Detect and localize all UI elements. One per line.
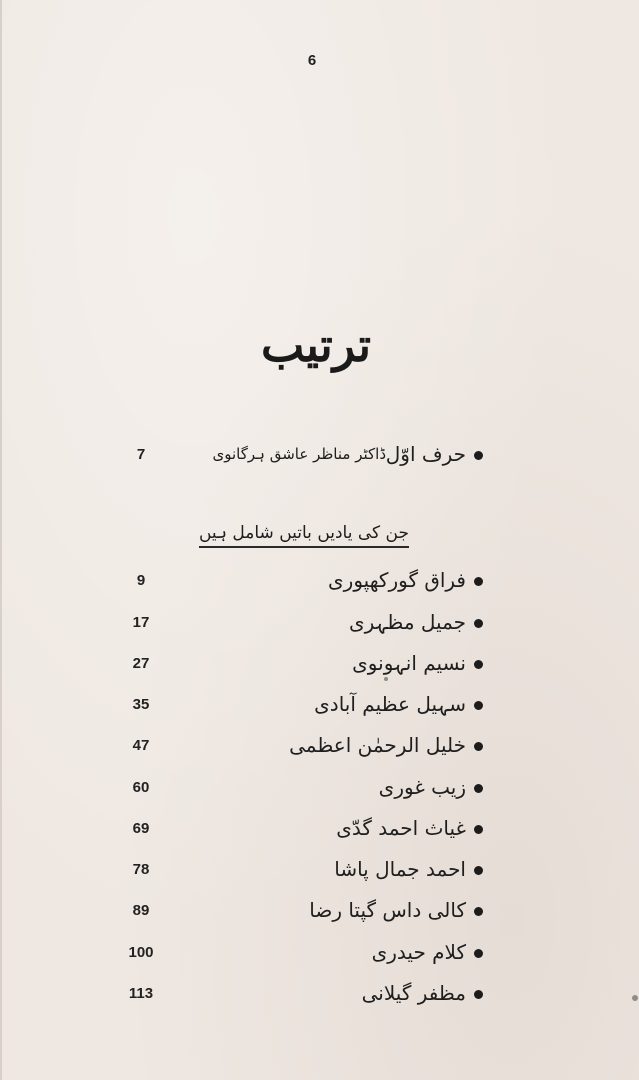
entry-name: سہیل عظیم آبادی bbox=[314, 692, 466, 716]
paper-speck bbox=[632, 995, 638, 1001]
entry-name: کلام حیدری bbox=[371, 940, 466, 964]
entry-name: کالی داس گپتا رضا bbox=[309, 898, 466, 922]
entry-page-number: 27 bbox=[132, 655, 150, 672]
entry-name: خلیل الرحمٰن اعظمی bbox=[289, 733, 466, 757]
entry-page-number: 89 bbox=[132, 902, 150, 919]
bullet-icon bbox=[474, 577, 483, 586]
toc-entry bbox=[2, 651, 639, 681]
entry-name: فراق گورکھپوری bbox=[328, 568, 466, 592]
entry-page-number: 35 bbox=[132, 696, 150, 713]
bullet-icon bbox=[474, 949, 483, 958]
preface-row bbox=[2, 442, 639, 472]
bullet-icon bbox=[474, 619, 483, 628]
entry-page-number: 78 bbox=[132, 861, 150, 878]
bullet-icon bbox=[474, 825, 483, 834]
bullet-icon bbox=[474, 742, 483, 751]
toc-entry bbox=[2, 775, 639, 805]
toc-entry bbox=[2, 692, 639, 722]
bullet-icon bbox=[474, 990, 483, 999]
entry-page-number: 69 bbox=[132, 820, 150, 837]
entry-page-number: 17 bbox=[132, 614, 150, 631]
toc-entry bbox=[2, 857, 639, 887]
toc-entry bbox=[2, 568, 639, 598]
preface-page-number: 7 bbox=[136, 446, 146, 463]
entry-name: غیاث احمد گدّی bbox=[336, 816, 466, 840]
entry-page-number: 113 bbox=[128, 985, 154, 1002]
section-heading: جن کی یادیں باتیں شامل ہیں bbox=[199, 522, 409, 548]
entry-page-number: 60 bbox=[132, 779, 150, 796]
toc-entry bbox=[2, 610, 639, 640]
bullet-icon bbox=[474, 907, 483, 916]
preface-author: ڈاکٹر مناظر عاشق ہرگانوی bbox=[212, 445, 386, 463]
entry-name: زیب غوری bbox=[378, 775, 466, 799]
toc-entry bbox=[2, 816, 639, 846]
entry-page-number: 9 bbox=[136, 572, 146, 589]
bullet-icon bbox=[474, 701, 483, 710]
bullet-icon bbox=[474, 784, 483, 793]
entry-name: جمیل مظہری bbox=[349, 610, 466, 634]
toc-entry bbox=[2, 981, 639, 1011]
entry-name: مظفر گیلانی bbox=[361, 981, 466, 1005]
toc-entry bbox=[2, 733, 639, 763]
entry-page-number: 47 bbox=[132, 737, 150, 754]
paper-speck bbox=[384, 677, 388, 681]
preface-label: حرف اوّل bbox=[385, 442, 466, 466]
bullet-icon bbox=[474, 660, 483, 669]
bullet-icon bbox=[474, 866, 483, 875]
toc-entry bbox=[2, 898, 639, 928]
entry-name: احمد جمال پاشا bbox=[334, 857, 466, 881]
contents-title: ترتیب bbox=[260, 318, 372, 372]
entry-name: نسیم انہونوی bbox=[352, 651, 466, 675]
page-number: 6 bbox=[307, 52, 317, 69]
toc-entry bbox=[2, 940, 639, 970]
bullet-icon bbox=[474, 451, 483, 460]
entry-page-number: 100 bbox=[128, 944, 154, 961]
